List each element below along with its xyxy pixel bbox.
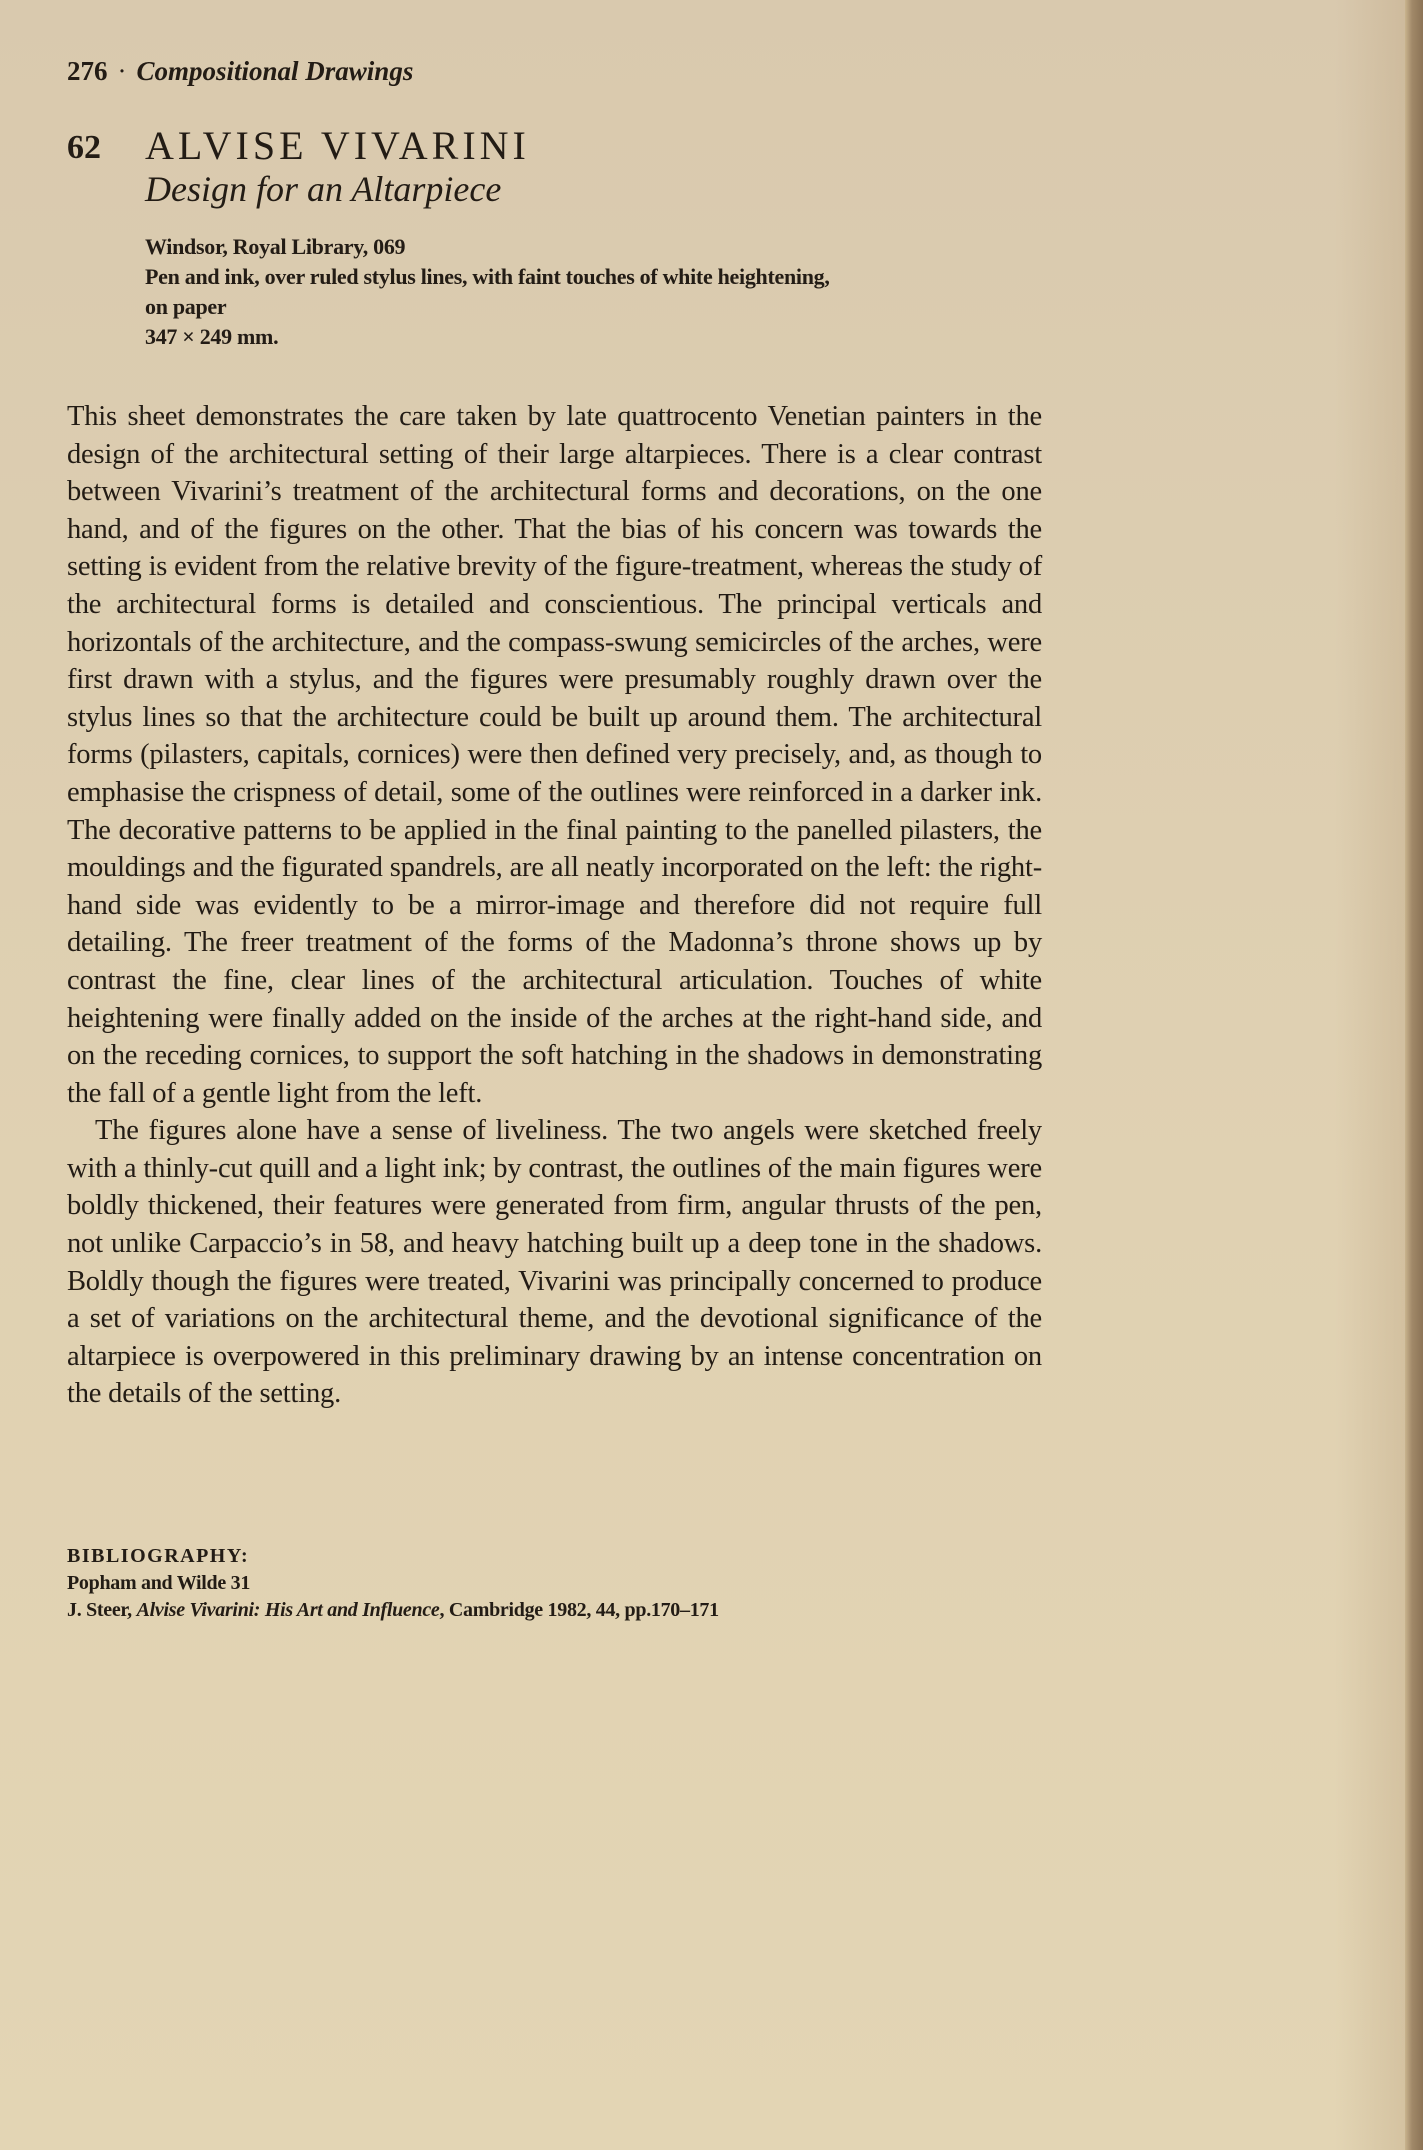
ref-author: J. Steer, bbox=[67, 1599, 137, 1621]
ref-title: Alvise Vivarini: His Art and Influence bbox=[136, 1599, 440, 1621]
catalogue-number: 62 bbox=[67, 129, 101, 166]
artwork-title: Design for an Altarpiece bbox=[145, 169, 502, 209]
running-head-separator: · bbox=[117, 56, 127, 86]
bibliography-ref bbox=[67, 1597, 967, 1624]
body-text bbox=[67, 398, 1042, 1413]
page-gutter-shadow bbox=[1335, 0, 1405, 2150]
bibliography bbox=[67, 1543, 967, 1624]
artwork-medium-continued: on paper bbox=[145, 294, 227, 319]
section-title: Compositional Drawings bbox=[136, 56, 414, 86]
bibliography-label: BIBLIOGRAPHY: bbox=[67, 1545, 250, 1567]
artwork-dimensions: 347 × 249 mm. bbox=[145, 324, 279, 349]
paragraph: The figures alone have a sense of liveliness. The two angels were sketched freely with a thinly-cut quill and a light ink; by contrast, the outlines of the main figures were boldly thickened, their features were generated from firm, angular thrusts of the pen, not unlike Carpaccio’s in 58, and heavy hatching built up a deep tone in the shadows. Boldly though the figures were treated, Vivarini was principally concerned to produce a set of variations on the architectural theme, and the devotional significance of the altarpiece is overpowered in this preliminary drawing by an intense concentration on the details of the setting. bbox=[67, 1115, 1042, 1410]
artist-name: ALVISE VIVARINI bbox=[145, 123, 530, 168]
artwork-medium: Pen and ink, over ruled stylus lines, with faint touches of white heightening, bbox=[145, 264, 830, 289]
paragraph: This sheet demonstrates the care taken by late quattrocento Venetian painters in the design of the architectural setting of their large altarpieces. There is a clear contrast between Vivarini’s treatment of the architectural forms and decorations, on the one hand, and of the figures on the other. That the bias of his concern was towards the setting is evident from the relative brevity of the figure-treatment, whereas the study of the architectural forms is detailed and conscientious. The principal verticals and horizontals of the architecture, and the compass-swung semicircles of the arches, were first drawn with a stylus, and the figures were presumably roughly drawn over the stylus lines so that the architecture could be built up around them. The architectural forms (pilasters, capitals, cornices) were then defined very precisely, and, as though to emphasise the crispness of detail, some of the outlines were reinforced in a darker ink. The decorative patterns to be applied in the final painting to the panelled pilasters, the mouldings and the figurated spandrels, are all neatly incorporated on the left: the right-hand side was evidently to be a mirror-image and therefore did not require full detailing. The freer treatment of the forms of the Madonna’s throne shows up by contrast the fine, clear lines of the architectural articulation. Touches of white heightening were finally added on the inside of the arches at the right-hand side, and on the receding cornices, to support the soft hatching in the shadows in demonstrating the fall of a gentle light from the left. bbox=[67, 401, 1042, 1109]
bibliography-ref: Popham and Wilde 31 bbox=[67, 1572, 251, 1594]
artwork-location: Windsor, Royal Library, 069 bbox=[145, 234, 406, 259]
book-spine-edge bbox=[1405, 0, 1423, 2150]
artwork-metadata bbox=[145, 232, 1025, 352]
running-head bbox=[67, 56, 413, 86]
ref-publication: , Cambridge 1982, 44, pp.170–171 bbox=[439, 1599, 719, 1621]
page-number: 276 bbox=[67, 56, 108, 86]
